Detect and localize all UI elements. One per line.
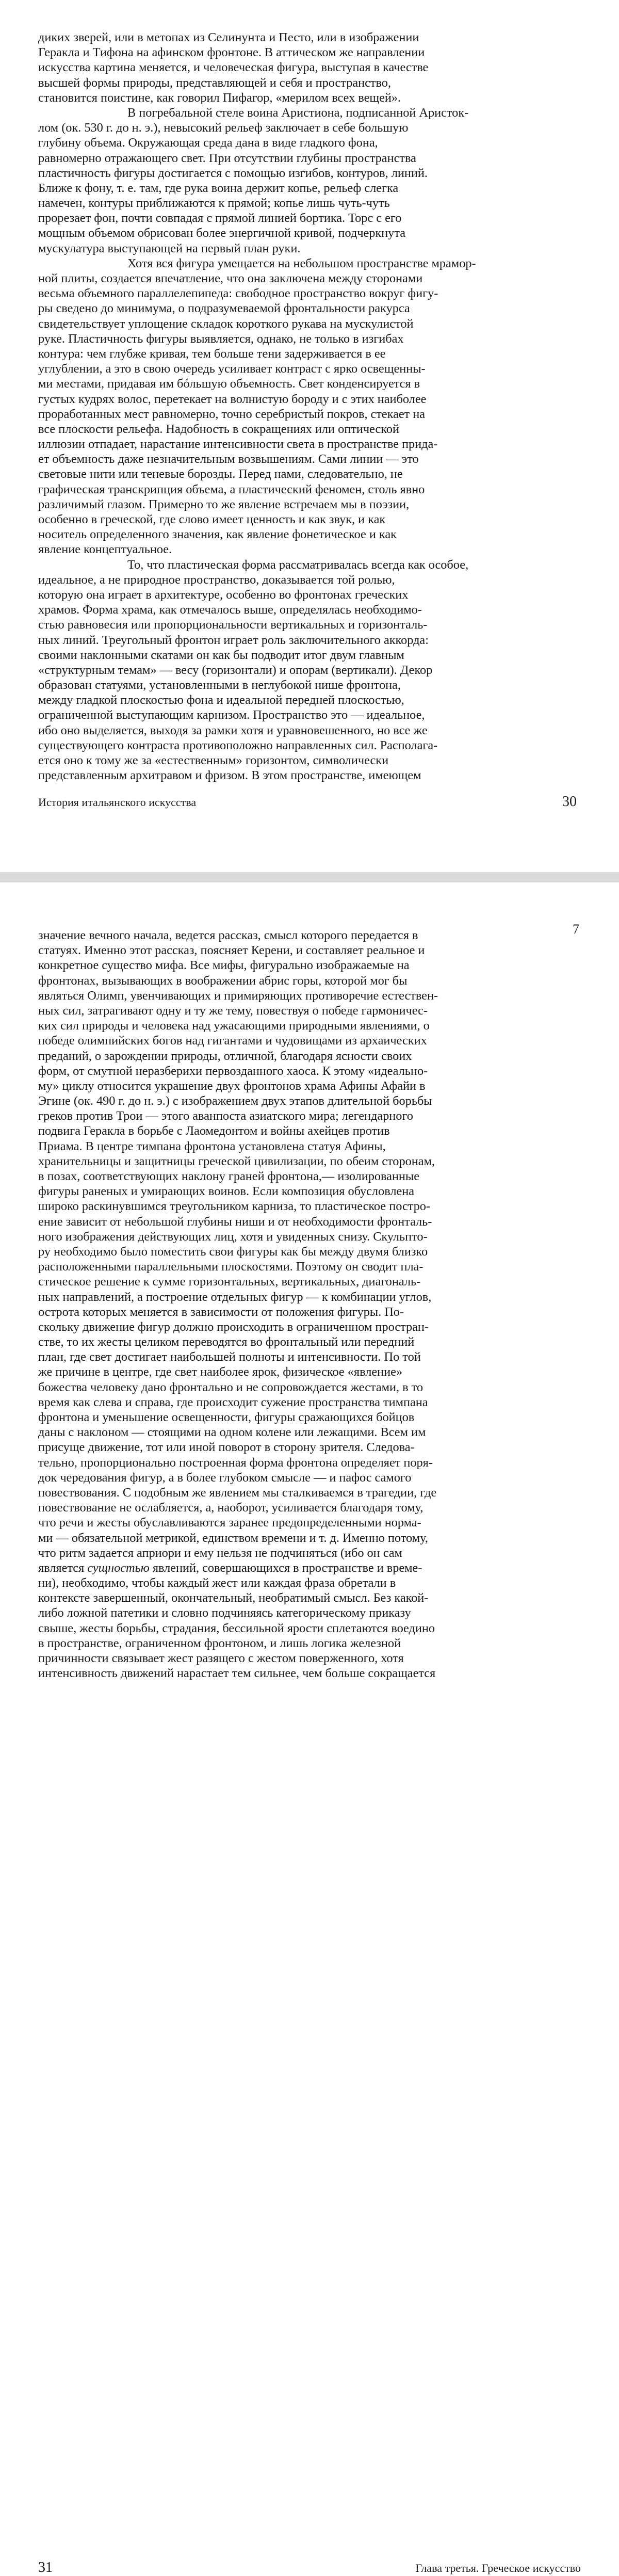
text-line: образован статуями, установленными в неглубокой нише фронтона, (38, 678, 401, 693)
text-line: док чередования фигур, а в более глубоком смысле — и пафос самого (38, 1470, 412, 1485)
text-segment: является (38, 1560, 88, 1575)
text-line: скольку движение фигур должно происходить в ограниченном простран- (38, 1319, 429, 1334)
text-line: причинности связывает жест разящего с жестом поверженного, хотя (38, 1651, 404, 1665)
text-line: в пространстве, ограниченном фронтоном, и лишь логика железной (38, 1636, 401, 1650)
text-line: носитель определенного значения, как явление фонетическое и как (38, 527, 397, 542)
text-line: Эгине (ок. 490 г. до н. э.) с изображением двух этапов длительной борьбы (38, 1094, 432, 1108)
running-head: История итальянского искусства (38, 796, 197, 809)
text-line: Приама. В центре тимпана фронтона установлена статуя Афины, (38, 1139, 386, 1153)
text-line: даны с наклоном — стоящими на одном колене или лежащими. Всем им (38, 1425, 426, 1440)
text-line: намечен, контуры приближаются к прямой; копье лишь чуть-чуть (38, 196, 390, 211)
text-line: проработанных мест равномерно, точно серебристый покров, стекает на (38, 407, 426, 421)
text-line: ограниченной выступающим карнизом. Пространство это — идеальное, (38, 708, 425, 722)
text-line: своими наклонными скатами он как бы подводит итог двум главным (38, 648, 404, 662)
text-line: расположенными параллельными плоскостями. Поэтому он сводит пла- (38, 1260, 423, 1274)
text-line: ных сил, затрагивают одну и ту же тему, повествуя о победе гармоничес- (38, 1003, 428, 1018)
text-line: прорезает фон, почти совпадая с прямой линией бортика. Торс с его (38, 211, 402, 226)
text-line: ного изображения действующих лиц, хотя и увиденных снизу. Скульпто- (38, 1229, 428, 1244)
text-line: хранительницы и защитницы греческой цивилизации, по обеим сторонам, (38, 1154, 435, 1168)
text-line: план, где свет достигает наибольшей полноты и интенсивности. По той (38, 1350, 421, 1364)
text-line: в позах, соответствующих наклону граней фронтона,— изолированные (38, 1169, 420, 1183)
page-number: 30 (562, 794, 577, 810)
text-line: ной плиты, создается впечатление, что она заключена между сторонами (38, 271, 423, 285)
text-line: тельно, пропорционально построенная форма фронтона определяет поря- (38, 1455, 433, 1470)
text-line: ибо оно выделяется, выходя за рамки хотя и уравновешенного, но все же (38, 723, 428, 737)
text-line: ни), необходимо, чтобы каждый жест или каждая фраза обретали в (38, 1576, 396, 1590)
text-line: искусства картина меняется, и человеческая фигура, выступая в качестве (38, 60, 429, 75)
text-line: повествования. С подобным же явлением мы сталкиваемся в трагедии, где (38, 1485, 437, 1500)
text-line: фронтонах, вызывающих в воображении абрис горы, которой мог бы (38, 973, 408, 988)
text-line: ет объемность даже незначительным возвышениям. Сами линии — это (38, 452, 419, 466)
text-line: между гладкой плоскостью фона и идеальной передней плоскостью, (38, 693, 404, 707)
text-line: «структурным темам» — весу (горизонтали) и опорам (вертикали). Декор (38, 663, 433, 677)
text-line: же причине в центре, где свет наиболее ярок, физическое «явление» (38, 1365, 403, 1379)
text-line: То, что пластическая форма рассматривалась всегда как особое, (127, 557, 469, 572)
text-line: что ритм задается априори и ему нельзя не подчиняться (ибо он сам (38, 1545, 402, 1560)
text-line: либо ложной патетики и словно подчиняясь категорическому приказу (38, 1606, 411, 1620)
text-line: равномерно отражающего свет. При отсутствии глубины пространства (38, 151, 416, 165)
text-line: которую она играет в архитектуре, особенно во фронтонах греческих (38, 587, 409, 602)
text-line: подвига Геракла в борьбе с Лаомедонтом и войны ахейцев против (38, 1124, 390, 1138)
running-head: Глава третья. Греческое искусство (415, 2562, 581, 2574)
text-line: что речи и жесты обуславливаются заранее предопределенными норма- (38, 1516, 421, 1530)
page-31 (0, 882, 619, 2575)
text-line: значение вечного начала, ведется рассказ, смысл которого передается в (38, 928, 418, 942)
text-line: высшей формы природы, представляющей и себя и пространство, (38, 75, 392, 90)
text-line: ется оно к тому же за «естественным» горизонтом, символически (38, 753, 389, 767)
text-line: контура: чем глубже кривая, тем больше тени задерживается в ее (38, 346, 386, 361)
text-line: становится поистине, как говорил Пифагор, «мерилом всех вещей». (38, 90, 401, 105)
text-line: статуях. Именно этот рассказ, поясняет Керени, и составляет реальное и (38, 943, 425, 958)
text-line: пластичность фигуры достигается с помощью изгибов, контуров, линий. (38, 166, 428, 180)
text-line: Ближе к фону, т. е. там, где рука воина держит копье, рельеф слегка (38, 181, 399, 195)
text-line: интенсивность движений нарастает тем сильнее, чем больше сокращается (38, 1666, 436, 1681)
text-line: греков против Трои — этого аванпоста азиатского мира; легендарного (38, 1109, 413, 1123)
text-line: фронтона и уменьшение освещенности, фигуры сражающихся бойцов (38, 1410, 415, 1424)
text-line: широко раскинувшимся треугольником карниза, то пластическое постро- (38, 1199, 430, 1214)
text-line: победе олимпийских богов над гигантами и чудовищами из архаических (38, 1034, 427, 1048)
text-line: идеальное, а не природное пространство, доказывается той ролью, (38, 572, 395, 587)
text-line: му» циклу относится украшение двух фронтонов храма Афины Афайи в (38, 1078, 426, 1093)
text-segment: явлений, совершающихся в пространстве и време- (149, 1560, 422, 1575)
text-line: ение зависит от небольшой глубины ниши и от необходимости фронталь- (38, 1214, 432, 1229)
text-line: ру необходимо было поместить свои фигуры как бы между двумя близко (38, 1244, 428, 1259)
text-line: храмов. Форма храма, как отмечалось выше, определялась необходимо- (38, 603, 422, 617)
text-line: руке. Пластичность фигуры выявляется, однако, не только в изгибах (38, 331, 404, 346)
text-line: углублении, а это в свою очередь усиливает контраст с ярко освещенны- (38, 362, 426, 376)
text-line: свыше, жесты борьбы, страдания, бессильной ярости сплетаются воедино (38, 1621, 435, 1635)
text-line: В погребальной стеле воина Аристиона, подписанной Аристок- (127, 105, 469, 120)
text-line: ми — обязательной метрикой, единством времени и т. д. Именно потому, (38, 1531, 428, 1545)
text-line: глубину объема. Окружающая среда дана в виде гладкого фона, (38, 136, 378, 150)
text-line: время как слева и справа, где происходит сужение пространства тимпана (38, 1395, 428, 1409)
text-line: фигуры раненых и умирающих воинов. Если композиция обусловлена (38, 1184, 415, 1199)
page-31-body-text (38, 928, 554, 1681)
text-line: мускулатура выступающей на первый план руки. (38, 241, 301, 255)
text-line: присуще движение, тот или иной поворот в сторону зрителя. Следова- (38, 1440, 415, 1455)
text-line: форм, от смутной неразберихи первозданного хаоса. К этому «идеально- (38, 1064, 428, 1078)
text-line: существующего контраста противоположно направленных сил. Располага- (38, 738, 438, 752)
text-line: божества человеку дано фронтально и не сопровождается жестами, в то (38, 1380, 423, 1394)
text-line: конкретное существо мифа. Все мифы, фигурально изображаемые на (38, 958, 410, 973)
text-line: густых кудрях волос, перетекает на волнистую бороду и с этих наиболее (38, 392, 427, 406)
italic-word: сущностью (87, 1560, 150, 1575)
text-line: диких зверей, или в метопах из Селинунта и Песто, или в изображении (38, 30, 419, 44)
text-line: стическое решение к сумме горизонтальных, вертикальных, диагональ- (38, 1275, 421, 1289)
page-number: 31 (38, 2559, 53, 2575)
text-line: ных направлений, а построение отдельных фигур — к комбинации углов, (38, 1290, 432, 1304)
text-line: представленным архитравом и фризом. В этом пространстве, имеющем (38, 768, 421, 783)
text-line: стью равновесия или пропорциональности вертикальных и горизонталь- (38, 618, 428, 632)
text-line: Геракла и Тифона на афинском фронтоне. В аттическом же направлении (38, 45, 425, 60)
text-line: ных линий. Треугольный фронтон играет роль заключительного аккорда: (38, 633, 429, 647)
text-line: ми местами, придавая им бóльшую объемность. Свет конденсируется в (38, 377, 420, 391)
text-line: световые нити или теневые борозды. Перед нами, следовательно, не (38, 467, 403, 481)
text-line: ры сведено до минимума, о подразумеваемой фронтальности ракурса (38, 301, 410, 316)
text-line: являться Олимп, увенчивающих и примиряющих противоречие естествен- (38, 988, 438, 1003)
text-line: ких сил природы и человека над ужасающими природными явлениями, о (38, 1019, 430, 1033)
text-line: особенно в греческой, где слово имеет ценность и как звук, и как (38, 512, 386, 526)
page-30-body-text (38, 30, 554, 783)
page-separator (0, 872, 619, 882)
text-line: весьма объемного параллелепипеда: свободное пространство вокруг фигу- (38, 286, 438, 301)
margin-illustration-ref: 7 (573, 922, 579, 937)
text-line: различимый глазом. Примерно то же явление встречаем мы в поэзии, (38, 497, 410, 511)
text-line: мощным объемом обрисован более энергичной кривой, подчеркнута (38, 226, 405, 240)
text-line: повествование не ослабляется, а, наоборот, усиливается благодаря тому, (38, 1501, 423, 1515)
text-line: явление концептуальное. (38, 542, 172, 557)
text-line: стве, то их жесты целиком переводятся во фронтальный или передний (38, 1335, 415, 1349)
text-line: графическая транскрипция объема, а пластический феномен, столь явно (38, 482, 425, 496)
text-line: иллюзии отпадает, нарастание интенсивности света в пространстве прида- (38, 437, 438, 452)
text-line: острота которых меняется в зависимости от положения фигуры. По- (38, 1305, 404, 1319)
text-line: свидетельствует уплощение складок короткого рукава на мускулистой (38, 316, 414, 331)
text-line: контексте завершенный, окончательный, необратимый смысл. Без какой- (38, 1591, 429, 1605)
text-line: все плоскости рельефа. Надобность в сокращениях или оптической (38, 422, 399, 436)
text-line: Хотя вся фигура умещается на небольшом пространстве мрамор- (127, 256, 476, 270)
text-line: лом (ок. 530 г. до н. э.), невысокий рельеф заключает в себе большую (38, 121, 409, 135)
page-30 (0, 0, 619, 872)
text-line-with-italic (38, 1560, 554, 1575)
text-line: преданий, о зарождении природы, отличной, благодаря ясности своих (38, 1049, 412, 1063)
